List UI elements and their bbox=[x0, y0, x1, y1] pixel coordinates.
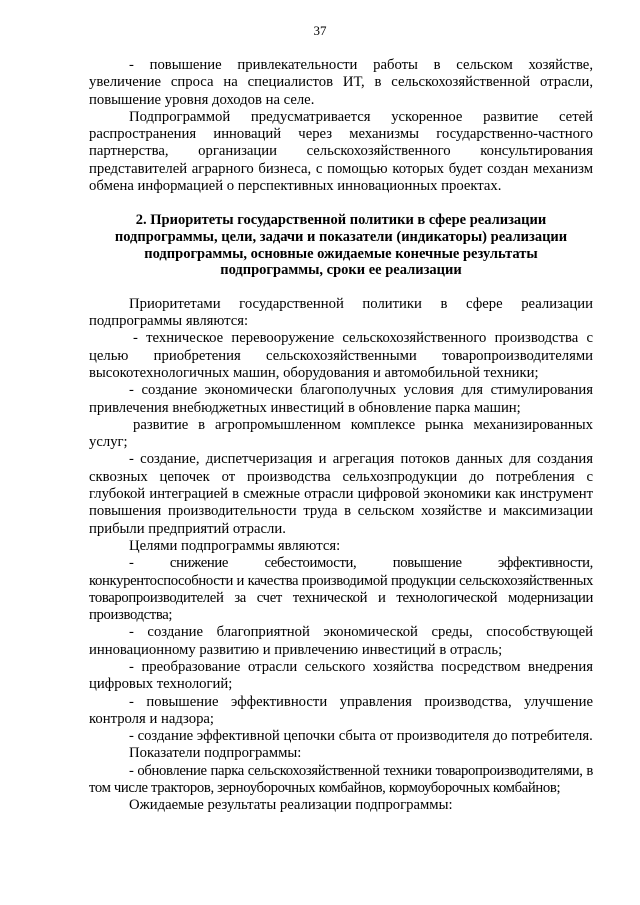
indicators-intro: Показатели подпрограммы: bbox=[129, 745, 302, 762]
page-number: 37 bbox=[313, 23, 327, 38]
intro-paragraph-2: Подпрограммой предусматривается ускоренное развитие сетей распространения инноваций через механизмы государственно-частного партнерства, организации сельскохозяйственного консультирования представителей аграрного бизнеса, с помощью которых будет создан механизм обмена информацией о перспективных инновационных проектах. bbox=[89, 108, 593, 195]
goals-intro: Целями подпрограммы являются: bbox=[129, 537, 341, 554]
intro-paragraph-1: - повышение привлекательности работы в сельском хозяйстве, увеличение спроса на специалистов ИТ, в сельскохозяйственной отрасли, повышение уровня доходов на селе. bbox=[89, 57, 593, 108]
goal-item: - повышение эффективности управления производства, улучшение контроля и надзора; bbox=[89, 693, 593, 727]
priority-item: развитие в агропромышленном комплексе рынка механизированных услуг; bbox=[89, 416, 593, 451]
goal-item: - создание благоприятной экономической среды, способствующей инновационному развитию и привлечению инвестиций в отрасль; bbox=[89, 624, 593, 658]
goal-item: - преобразование отрасли сельского хозяйства посредством внедрения цифровых технологий; bbox=[89, 658, 593, 693]
results-intro: Ожидаемые результаты реализации подпрограммы: bbox=[129, 797, 453, 814]
priority-item: - создание, диспетчеризация и агрегация потоков данных для создания сквозных цепочек от производства сельхозпродукции до потребления с глубокой интеграцией в смежные отрасли цифровой экономики как инструмент повышения производительности труда в сельском хозяйстве и максимизации прибыли предприятий отрасли. bbox=[89, 451, 593, 537]
section-heading-line: подпрограммы, сроки ее реализации bbox=[220, 262, 462, 279]
section-heading-line: 2. Приоритеты государственной политики в сфере реализации bbox=[135, 212, 547, 229]
priority-item: - создание экономически благополучных условия для стимулирования привлечения внебюджетных инвестиций в обновление парка машин; bbox=[89, 382, 593, 416]
page-content bbox=[89, 57, 593, 815]
priority-item: - техническое перевооружение сельскохозяйственного производства с целью приобретения сельскохозяйственными товаропроизводителями высокотехнологичных машин, оборудования и автомобильной техники; bbox=[89, 330, 593, 381]
indicator-item: - обновление парка сельскохозяйственной техники товаропроизводителями, в том числе тракторов, зерноуборочных комбайнов, кормоуборочных комбайнов; bbox=[89, 762, 593, 797]
section-heading-line: подпрограммы, основные ожидаемые конечные результаты bbox=[144, 245, 538, 262]
goal-item: - создание эффективной цепочки сбыта от производителя до потребителя. bbox=[129, 728, 593, 745]
goal-item: - снижение себестоимости, повышение эффективности, конкурентоспособности и качества производимой продукции сельскохозяйственных товаропроизводителей за счет технической и технологической модернизации производства; bbox=[89, 555, 593, 624]
priorities-intro: Приоритетами государственной политики в сфере реализации подпрограммы являются: bbox=[89, 295, 593, 330]
section-heading bbox=[89, 212, 593, 278]
section-heading-line: подпрограммы, цели, задачи и показатели (индикаторы) реализации bbox=[114, 228, 568, 245]
